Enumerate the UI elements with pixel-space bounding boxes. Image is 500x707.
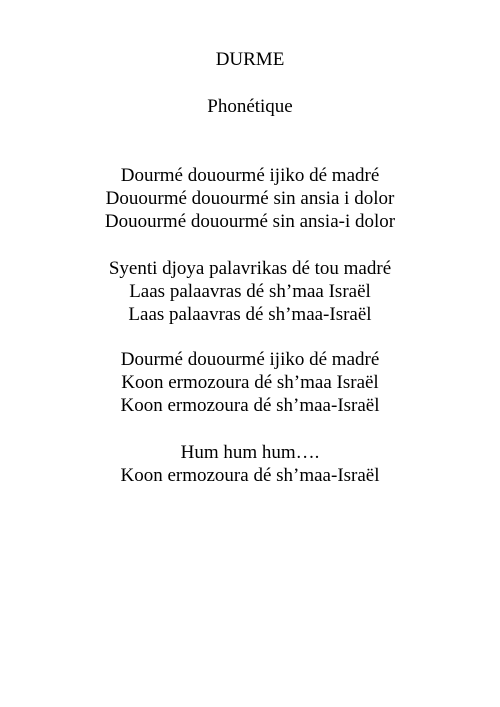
- stanza-4: [0, 441, 500, 487]
- verse-line: Douourmé douourmé sin ansia i dolor: [105, 188, 395, 209]
- document-subtitle: Phonétique: [207, 96, 293, 117]
- document-title: DURME: [215, 49, 285, 70]
- verse-line: Koon ermozoura dé sh’maa-Israël: [120, 395, 380, 416]
- verse-line: Syenti djoya palavrikas dé tou madré: [108, 258, 392, 279]
- stanza-3: [0, 348, 500, 417]
- verse-line: Dourmé douourmé ijiko dé madré: [120, 165, 380, 186]
- stanza-1: [0, 164, 500, 233]
- verse-line: Hum hum hum….: [180, 442, 320, 463]
- verse-line: Laas palaavras dé sh’maa Israël: [129, 281, 371, 302]
- verse-line: Douourmé douourmé sin ansia-i dolor: [104, 211, 396, 232]
- verse-line: Laas palaavras dé sh’maa-Israël: [128, 304, 372, 325]
- stanza-2: [0, 257, 500, 326]
- verse-line: Koon ermozoura dé sh’maa-Israël: [120, 465, 380, 486]
- verse-line: Dourmé douourmé ijiko dé madré: [120, 349, 380, 370]
- verse-line: Koon ermozoura dé sh’maa Israël: [121, 372, 379, 393]
